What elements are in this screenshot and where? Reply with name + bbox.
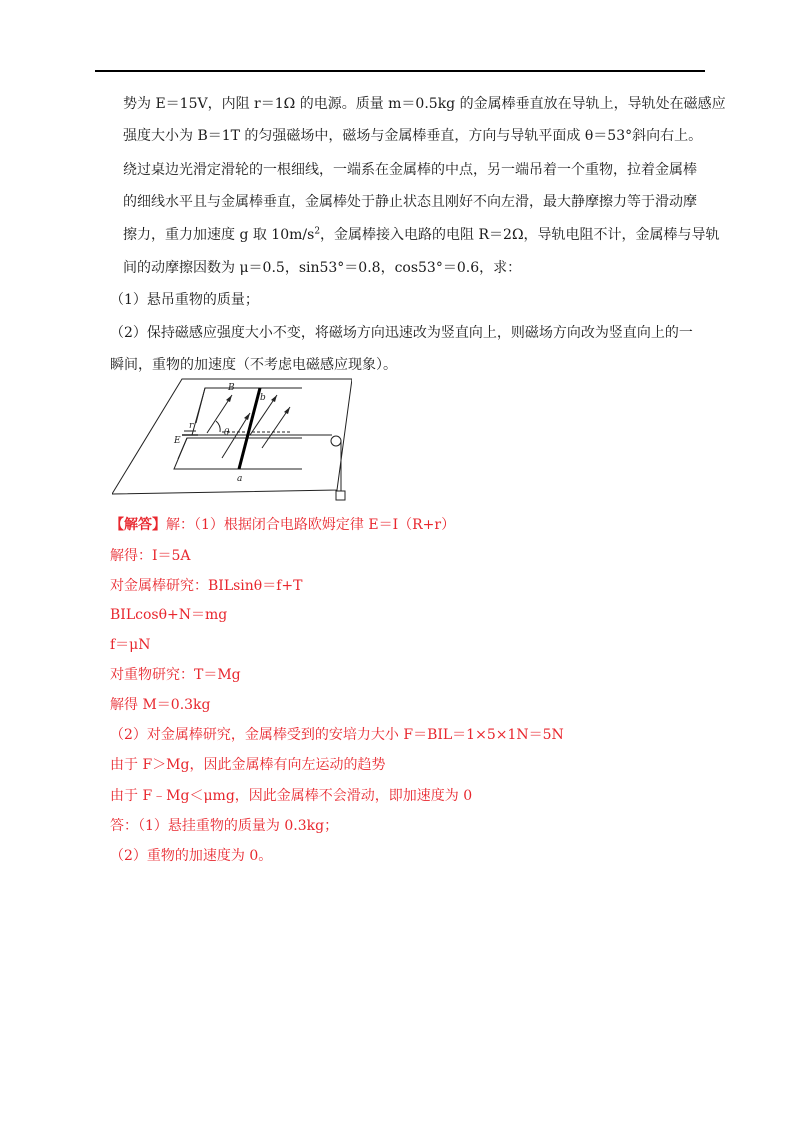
question-part-2: （2）保持磁感应强度大小不变，将磁场方向迅速改为竖直向上，则磁场方向改为竖直向上的一 xyxy=(110,325,693,341)
metal-rod xyxy=(239,388,260,469)
table-plane xyxy=(112,379,352,494)
answer-conclusion: （2）重物的加速度为 0。 xyxy=(110,848,273,864)
circuit-wire xyxy=(196,388,205,423)
label-b-end: b xyxy=(260,393,266,403)
question-line: 势为 E＝15V，内阻 r＝1Ω 的电源。质量 m＝0.5kg 的金属棒垂直放在导轨上，导轨处在磁感应 xyxy=(123,96,726,112)
arrowhead xyxy=(284,407,290,414)
answer-line: 由于 F﹣Mg＜μmg，因此金属棒不会滑动，即加速度为 0 xyxy=(110,788,473,804)
question-line: 绕过桌边光滑定滑轮的一根细线，一端系在金属棒的中点，另一端吊着一个重物，拉着金属棒 xyxy=(123,162,697,178)
question-line xyxy=(123,225,720,245)
label-r: r xyxy=(189,421,194,431)
answer-text: 解：（1）根据闭合电路欧姆定律 E＝I（R+r） xyxy=(166,517,456,533)
header-rule xyxy=(95,70,705,72)
label-theta: θ xyxy=(224,428,230,438)
arrowhead xyxy=(271,395,277,402)
question-line-part: ，金属棒接入电路的电阻 R＝2Ω，导轨电阻不计，金属棒与导轨 xyxy=(320,227,720,243)
physics-diagram xyxy=(112,373,352,503)
answer-line: 对重物研究：T＝Mg xyxy=(110,667,241,683)
answer-line: 解得 M＝0.3kg xyxy=(110,697,211,713)
hanging-weight xyxy=(336,491,345,500)
label-a-end: a xyxy=(237,474,243,484)
label-b-field: B xyxy=(228,383,235,393)
answer-tag: 【解答】 xyxy=(110,517,166,533)
answer-line: f＝μN xyxy=(110,637,151,653)
label-e: E xyxy=(174,436,181,446)
superscript: 2 xyxy=(314,226,321,237)
lower-rail xyxy=(174,438,302,469)
answer-line: 由于 F＞Mg，因此金属棒有向左运动的趋势 xyxy=(110,757,386,773)
question-part-1: （1）悬吊重物的质量； xyxy=(110,292,259,308)
angle-arc xyxy=(216,421,220,432)
question-line: 强度大小为 B＝1T 的匀强磁场中，磁场与金属棒垂直，方向与导轨平面成 θ＝53°斜向右上。 xyxy=(123,128,703,144)
question-line-part: 擦力，重力加速度 g 取 10m/s xyxy=(123,227,315,243)
question-line: 的细线水平且与金属棒垂直，金属棒处于静止状态且刚好不向左滑，最大静摩擦力等于滑动摩 xyxy=(123,194,697,210)
answer-line: 对金属棒研究：BILsinθ＝f+T xyxy=(110,578,303,594)
answer-line: BILcosθ+N＝mg xyxy=(110,607,228,623)
field-arrow xyxy=(262,407,290,448)
answer-line xyxy=(110,515,455,535)
arrowhead xyxy=(244,413,250,420)
answer-conclusion: 答：（1）悬挂重物的质量为 0.3kg； xyxy=(110,818,339,834)
answer-line: （2）对金属棒研究，金属棒受到的安培力大小 F＝BIL＝1×5×1N＝5N xyxy=(110,727,564,743)
question-line: 瞬间，重物的加速度（不考虑电磁感应现象）。 xyxy=(110,357,397,373)
answer-line: 解得：I＝5A xyxy=(110,548,191,564)
question-line: 间的动摩擦因数为 μ＝0.5，sin53°＝0.8，cos53°＝0.6，求： xyxy=(123,260,522,276)
arrowhead xyxy=(226,395,232,402)
pulley xyxy=(331,436,341,446)
